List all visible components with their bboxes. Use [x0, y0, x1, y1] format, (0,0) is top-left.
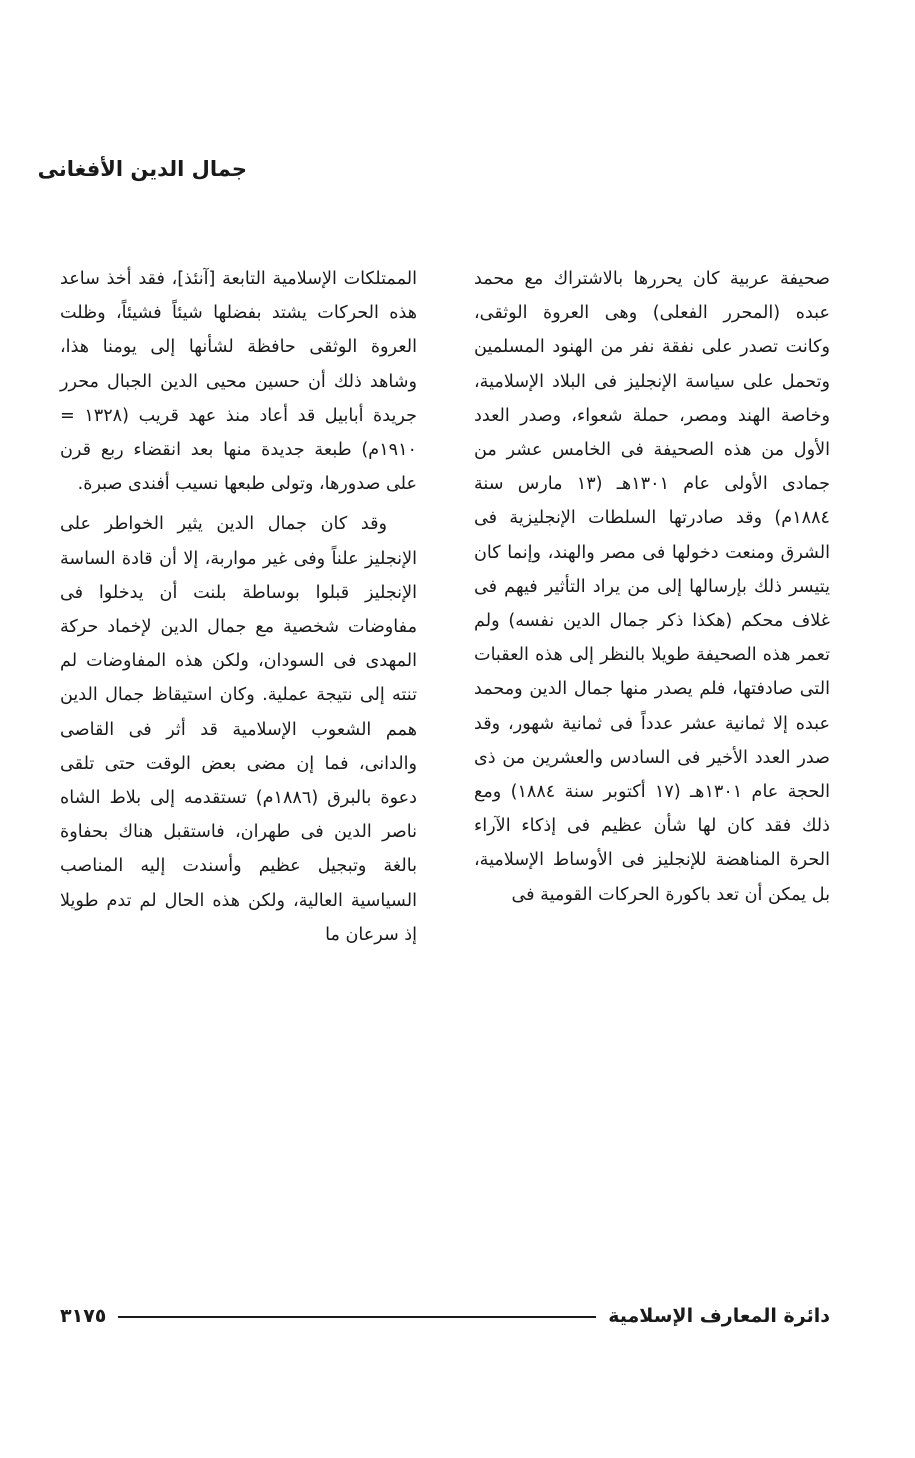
paragraph: وقد كان جمال الدين يثير الخواطر على الإنجليز علناً وفى غير مواربة، إلا أن قادة الساسة الإنجليز قبلوا بوساطة بلنت أن يدخلوا فى مفاوضات شخصية مع جمال الدين لإخماد حركة المهدى فى السودان، ولكن هذه المفاوضات لم تنته إلى نتيجة عملية. وكان استيقاظ جمال الدين همم الشعوب الإسلامية قد أثر فى القاصى والدانى، فما إن مضى بعض الوقت حتى تلقى دعوة بالبرق (١٨٨٦م) تستقدمه إلى بلاط الشاه ناصر الدين فى طهران، فاستقبل هناك بحفاوة بالغة وتبجيل عظيم وأسندت إليه المناصب السياسية العالية، ولكن هذه الحال لم تدم طويلا إذ سرعان ما: [60, 514, 417, 945]
footer-publication-title: دائرة المعارف الإسلامية: [608, 1305, 830, 1327]
text-column-right: [474, 262, 830, 912]
page-footer: [60, 1300, 830, 1332]
page-number: ٣١٧٥: [60, 1305, 107, 1327]
footer-rule: [118, 1316, 596, 1318]
running-header-title: جمال الدين الأفغانى: [37, 157, 247, 181]
paragraph: صحيفة عربية كان يحررها بالاشتراك مع محمد عبده (المحرر الفعلى) وهى العروة الوثقى، وكانت تصدر على نفقة نفر من الهنود المسلمين وتحمل على سياسة الإنجليز فى البلاد الإسلامية، وخاصة الهند ومصر، حملة شعواء، وصدر العدد الأول من هذه الصحيفة فى الخامس عشر من جمادى الأولى عام ١٣٠١هـ (١٣ مارس سنة ١٨٨٤م) وقد صادرتها السلطات الإنجليزية فى الشرق ومنعت دخولها فى مصر والهند، وإنما كان يتيسر ذلك بإرسالها إلى من يراد التأثير فيهم فى غلاف محكم (هكذا ذكر جمال الدين نفسه) ولم تعمر هذه الصحيفة طويلا بالنظر إلى هذه العقبات التى صادفتها، فلم يصدر منها جمال الدين ومحمد عبده إلا ثمانية عشر عدداً فى ثمانية شهور، وقد صدر العدد الأخير فى السادس والعشرين من ذى الحجة عام ١٣٠١هـ (١٧ أكتوبر سنة ١٨٨٤) ومع ذلك فقد كان لها شأن عظيم فى إذكاء الآراء الحرة المناهضة للإنجليز فى الأوساط الإسلامية، بل يمكن أن تعد باكورة الحركات القومية فى: [474, 269, 830, 905]
text-column-left: [60, 262, 417, 952]
paragraph: الممتلكات الإسلامية التابعة [آنئذ]، فقد أخذ ساعد هذه الحركات يشتد بفضلها شيئاً فشيئاً، وظلت العروة الوثقى حافظة لشأنها إلى يومنا هذا، وشاهد ذلك أن حسين محيى الدين الجبال محرر جريدة أبابيل قد أعاد منذ عهد قريب (١٣٢٨ = ١٩١٠م) طبعة جديدة منها بعد انقضاء ربع قرن على صدورها، وتولى طبعها نسيب أفندى صبرة.: [60, 269, 417, 495]
